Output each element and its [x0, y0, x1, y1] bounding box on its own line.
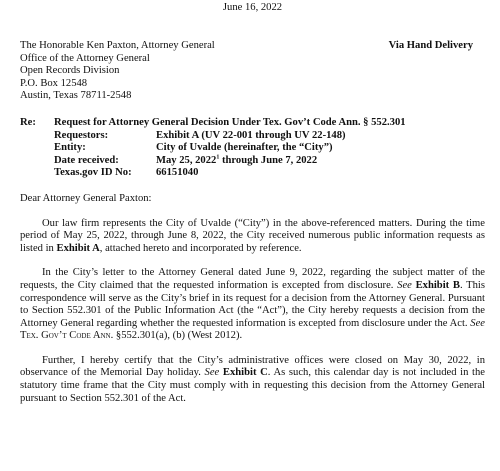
paragraph-2 [20, 267, 485, 343]
letter-date: June 16, 2022 [222, 2, 283, 13]
re-key: Requestors: [54, 129, 109, 141]
addressee-line: P.O. Box 12548 [20, 77, 88, 89]
re-subject: Request for Attorney General Decision Under Tex. Gov’t Code Ann. § 552.301 [54, 116, 406, 128]
text-run: . This correspondence will serve as the City’s brief in its request for a decision from the Attorney General. Pursuant to Section 552.301 of the Public Information Act (the “Act”), the City hereby requests a decision from the Attorney General regarding whether the requested information is excepted from disclosure under the Act. [20, 279, 485, 329]
text-run: , attached hereto and incorporated by reference. [99, 242, 302, 254]
re-row [54, 155, 485, 168]
re-value: City of Uvalde (hereinafter, the “City”) [156, 142, 333, 154]
re-value: 66151040 [156, 167, 199, 179]
date-received-start: May 25, 2022 [156, 154, 217, 166]
exhibit-c-reference: Exhibit C [222, 367, 268, 379]
addressee-block [20, 40, 485, 103]
text-run: §552.301(a), (b) (West 2012). [113, 330, 243, 342]
addressee-line: Open Records Division [20, 65, 120, 77]
delivery-method: Via Hand Delivery [388, 40, 473, 51]
paragraph-1 [20, 218, 485, 256]
re-row [54, 130, 485, 143]
re-label: Re: [20, 116, 36, 128]
re-value [156, 155, 485, 168]
code-citation: Tex. Gov’t Code Ann. [20, 330, 114, 342]
exhibit-a-reference: Exhibit A [56, 242, 100, 254]
see-signal: See [470, 317, 485, 329]
re-key: Texas.gov ID No: [54, 167, 132, 179]
see-signal: See [204, 367, 220, 379]
addressee-line: Austin, Texas 78711-2548 [20, 90, 132, 102]
date-received-end: through June 7, 2022 [219, 154, 318, 166]
re-key: Date received: [54, 154, 119, 166]
salutation: Dear Attorney General Paxton: [20, 192, 152, 204]
re-key: Entity: [54, 142, 86, 154]
re-row [54, 167, 485, 180]
addressee-line: The Honorable Ken Paxton, Attorney General [20, 40, 215, 51]
text-run: Further, I hereby certify that the City’s administrative offices were closed on May 30, 2022, in observance of the Memorial Day holiday. [20, 354, 485, 379]
footnote-marker: 1 [216, 154, 220, 161]
text-run: Our law firm represents the City of Uvalde (“City”) in the above-referenced matters. During the time period of May 25, 2022, through June 8, 2022, the City received numerous public information requests as listed in [20, 217, 485, 254]
re-body [54, 117, 485, 180]
text-run: In the City’s letter to the Attorney General dated June 9, 2022, regarding the subject matter of the requests, the City claimed that the requested information is excepted from disclosure. [20, 267, 485, 291]
text-run: . As such, this calendar day is not included in the statutory time frame that the City must comply with in requesting this decision from the Attorney General pursuant to Section 552.301 of the Act. [20, 367, 485, 404]
exhibit-b-reference: Exhibit B [415, 279, 460, 291]
see-signal: See [397, 279, 412, 291]
re-block [20, 117, 485, 180]
re-value: Exhibit A (UV 22-001 through UV 22-148) [156, 129, 346, 141]
addressee-line: Office of the Attorney General [20, 52, 150, 64]
paragraph-3 [20, 355, 485, 405]
re-row [54, 142, 485, 155]
